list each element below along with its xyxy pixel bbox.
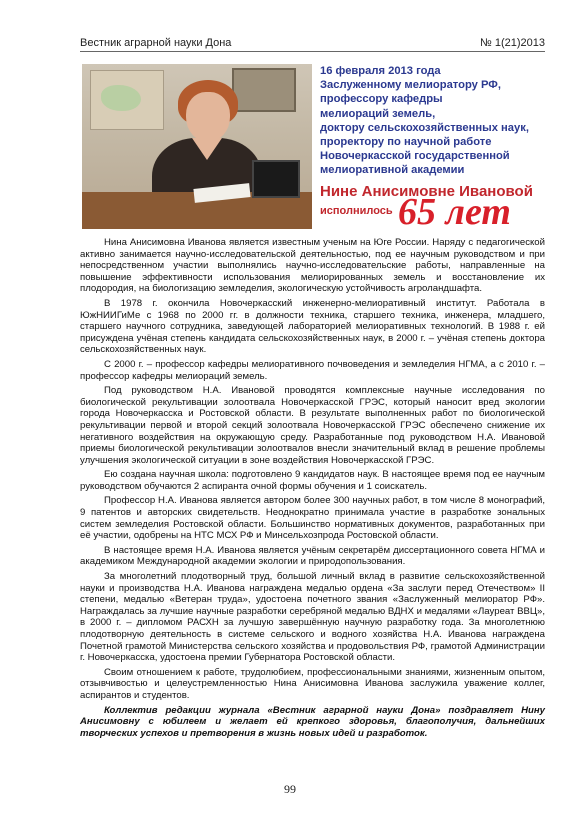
- headline-line: профессору кафедры: [320, 93, 443, 106]
- headline-line: Новочеркасской государственной: [320, 150, 510, 163]
- headline-line: мелиораций земель,: [320, 107, 436, 120]
- running-header: [80, 36, 545, 50]
- age-banner: 65 лет: [398, 191, 511, 233]
- closing-greeting: Коллектив редакции журнала «Вестник аграрной науки Дона» поздравляет Нину Анисимовну с юбилеем и желает ей крепкого здоровья, благополучия, дальнейших творческих успехов и претворения в жизнь новых идей и разработок.: [80, 704, 545, 739]
- paragraph: В настоящее время Н.А. Иванова является учёным секретарём диссертационного совета НГМА и академиком Международной академии экологии и природопользования.: [80, 544, 545, 568]
- person-face: [186, 92, 230, 142]
- wall-picture: [232, 68, 296, 112]
- honoree-name: Нине Анисимовне Ивановой: [320, 183, 533, 200]
- paragraph: С 2000 г. – профессор кафедры мелиоративного почвоведения и земледелия НГМА, а с 2010 г. – профессор кафедры мелиораций земель.: [80, 358, 545, 382]
- fulfilled-label: исполнилось: [320, 205, 393, 217]
- paragraph: За многолетний плодотворный труд, большой личный вклад в развитие сельскохозяйственной науки и производства Н.А. Иванова награждена медалью ордена «За заслуги перед Отечеством» II степени, медалью «Ветеран труда», удостоена почетного звания «Заслуженный мелиоратор РФ». Награждалась за лучшие научные разработки серебряной медалью ВДНХ и медалями «Лауреат ВВЦ», в 2000 г. – дипломом РАСХН за лучшую завершённую научную разработку года. За многолетнюю плодотворную деятельность в системе сельского и водного хозяйства Н.А. Иванова награждена Почетной грамотой Министерства сельского хозяйства и продовольствия РФ, грамотой Администрации г. Новочеркасска, удостоена премии Губернатора Ростовской области.: [80, 571, 545, 664]
- page-number: 99: [284, 782, 296, 796]
- article-body: [80, 237, 545, 742]
- headline-line: доктору сельскохозяйственных наук,: [320, 121, 529, 134]
- headline-line: 16 февраля 2013 года: [320, 65, 441, 77]
- paragraph: Своим отношением к работе, трудолюбием, профессиональными знаниями, жизненным опытом, отзывчивостью и целеустремленностью Нина Анисимовна Иванова заслужила уважение коллег, аспирантов и студентов.: [80, 666, 545, 701]
- laptop: [252, 160, 300, 198]
- header-rule: [80, 51, 545, 52]
- headline-line: мелиоративной академии: [320, 164, 465, 177]
- paragraph: Нина Анисимовна Иванова является известным ученым на Юге России. Наряду с педагогической активно занимается научно-исследовательской деятельностью, под ее научным руководством и при непосредственном участии выполнялись научно-исследовательские работы, направленные на повышение эффективности использования мелиорированных земель и восстановление их плодородия, на биологизацию земледелия, экологическую устойчивость агроландшафта.: [80, 237, 545, 295]
- journal-title: Вестник аграрной науки Дона: [80, 37, 232, 49]
- portrait-photo: [82, 64, 312, 229]
- wall-map: [90, 70, 164, 130]
- paragraph: Профессор Н.А. Иванова является автором более 300 научных работ, в том числе 8 монографий, 9 патентов и авторских свидетельств. Неоднократно принимала участие в разработке зональных систем земледелия Ростовской области. Большинство нормативных документов, разработанных при её участии, одобрены на НТС МСХ РФ и Минсельхозпрода Ростовской области.: [80, 495, 545, 542]
- issue-number: № 1(21)2013: [479, 37, 545, 49]
- paragraph: Ею создана научная школа: подготовлено 9 кандидатов наук. В настоящее время под ее научным руководством обучаются 2 аспиранта очной формы обучения и 1 соискатель.: [80, 469, 545, 492]
- paragraph: В 1978 г. окончила Новочеркасский инженерно-мелиоративный институт. Работала в ЮжНИИГиМе с 1968 по 2000 гг. в должности техника, старшего техника, инженера, младшего, старшего научного сотрудника, заведующей лабораторией мелиоративных технологий. В 1988 г. ей присуждена учёная степень кандидата сельскохозяйственных наук, в 2000 г. – учёная степень доктора сельскохозяйственных наук.: [80, 297, 545, 356]
- headline-line: проректору по научной работе: [320, 136, 492, 149]
- paragraph: Под руководством Н.А. Ивановой проводятся комплексные научные исследования по биологической рекультивации золоотвала Новочеркасской ГРЭС, который наносит вред экологии города Новочеркасска и Ростовской области. В результате выполненных работ по биологической рекультивации первой и второй секций золоотвала Новочеркасской ГРЭС обеспечено снижение их негативного воздействия на окружающую среду. Разработанные под руководством Н.А. Ивановой приемы биологической рекультивации золоотвалов внесли значительный вклад в решение проблемы улучшения экологической ситуации в зоне воздействия Новочеркасской ГРЭС.: [80, 385, 545, 466]
- headline-line: Заслуженному мелиоратору РФ,: [320, 79, 501, 92]
- headline: [320, 64, 545, 178]
